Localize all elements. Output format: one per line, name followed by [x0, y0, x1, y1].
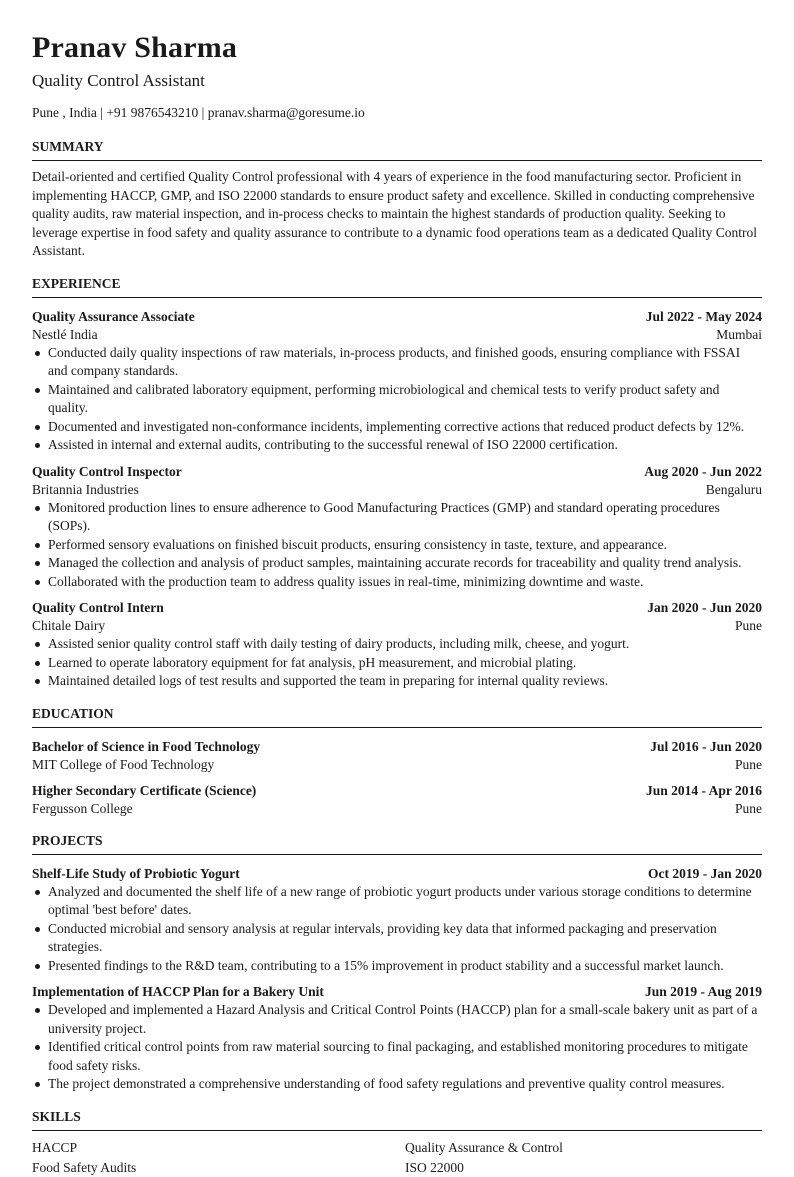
job-location: Bengaluru — [705, 481, 762, 497]
project-dates: Jun 2019 - Aug 2019 — [644, 984, 762, 999]
education-degree: Bachelor of Science in Food Technology — [32, 738, 261, 754]
bullet-item: Performed sensory evaluations on finished biscuit products, ensuring consistency in taste, texture, and appearance. — [48, 536, 762, 555]
job-header — [32, 463, 762, 481]
job-dates: Jul 2022 - May 2024 — [645, 308, 762, 324]
job-title: Quality Control Inspector — [32, 463, 182, 479]
bullet-item: Learned to operate laboratory equipment for fat analysis, pH measurement, and microbial plating. — [48, 654, 762, 673]
education-heading: EDUCATION — [32, 705, 762, 728]
education-subheader — [32, 756, 762, 774]
job-company: Nestlé India — [32, 326, 98, 342]
project-bullets — [32, 883, 762, 976]
education-entry — [32, 738, 762, 774]
summary-text: Detail-oriented and certified Quality Control professional with 4 years of experience in the food manufacturing sector. Proficient in implementing HACCP, GMP, and ISO 22000 standards to ensure product safety and excellence. Skilled in conducting comprehensive quality audits, raw material inspection, and in-process checks to maintain the highest standards of production quality. Seeking to leverage expertise in food safety and quality assurance to contribute to a dynamic food operations team as a dedicated Quality Control Assistant. — [32, 169, 758, 258]
skills-heading: SKILLS — [32, 1108, 762, 1131]
job-subheader — [32, 617, 762, 635]
job-bullets — [32, 344, 762, 455]
job-company: Britannia Industries — [32, 481, 139, 497]
skill-item: HACCP — [32, 1139, 78, 1155]
project-title: Implementation of HACCP Plan for a Bakery Unit — [32, 984, 324, 999]
job-subheader — [32, 481, 762, 499]
job-dates: Jan 2020 - Jun 2020 — [647, 600, 762, 615]
skills-grid — [32, 1139, 762, 1177]
job-header — [32, 308, 762, 326]
project-entry — [32, 865, 762, 976]
bullet-item: Maintained and calibrated laboratory equipment, performing microbiological and chemical tests to verify product safety and quality. — [48, 381, 762, 418]
education-list — [32, 738, 762, 818]
bullet-item: Documented and investigated non-conformance incidents, implementing corrective actions that reduced product defects by 12%. — [48, 418, 762, 437]
skill-item: Quality Assurance & Control — [405, 1139, 563, 1155]
education-degree: Higher Secondary Certificate (Science) — [32, 782, 257, 798]
bullet-item: Monitored production lines to ensure adherence to Good Manufacturing Practices (GMP) and standard operating procedures (SOPs). — [48, 499, 762, 536]
skill-item: Food Safety Audits — [32, 1159, 137, 1175]
contact-line: Pune , India | +91 9876543210 | pranav.sharma@goresume.io — [32, 105, 365, 120]
education-entry — [32, 782, 762, 818]
bullet-item: Conducted microbial and sensory analysis at regular intervals, providing key data that informed packaging and preservation strategies. — [48, 920, 762, 957]
education-header — [32, 738, 762, 756]
job-title: Quality Control Intern — [32, 600, 164, 615]
education-location: Pune — [735, 800, 762, 816]
job-entry — [32, 308, 762, 455]
job-header — [32, 599, 762, 617]
education-header — [32, 782, 762, 800]
skill-item: ISO 22000 — [405, 1159, 464, 1175]
project-title: Shelf-Life Study of Probiotic Yogurt — [32, 865, 240, 881]
bullet-item: Collaborated with the production team to address quality issues in real-time, minimizing downtime and waste. — [48, 573, 762, 592]
summary-heading: SUMMARY — [32, 138, 762, 161]
bullet-item: Identified critical control points from raw material sourcing to final packaging, and established monitoring procedures to mitigate food safety risks. — [48, 1038, 762, 1075]
bullet-item: Presented findings to the R&D team, contributing to a 15% improvement in product stability and a successful market launch. — [48, 957, 762, 976]
experience-list — [32, 308, 762, 691]
job-entry — [32, 599, 762, 691]
education-dates: Jul 2016 - Jun 2020 — [650, 738, 762, 754]
job-bullets — [32, 635, 762, 691]
education-location: Pune — [735, 756, 762, 772]
bullet-item: Managed the collection and analysis of product samples, maintaining accurate records for traceability and quality trend analysis. — [48, 554, 762, 573]
education-subheader — [32, 800, 762, 818]
bullet-item: Maintained detailed logs of test results and supported the team in preparing for internal quality reviews. — [48, 672, 762, 691]
job-title: Quality Assurance Associate — [32, 308, 195, 324]
project-entry — [32, 983, 762, 1094]
job-location: Mumbai — [716, 326, 762, 342]
job-location: Pune — [735, 618, 762, 633]
experience-heading: EXPERIENCE — [32, 275, 762, 298]
bullet-item: The project demonstrated a comprehensive understanding of food safety regulations and preventive quality control measures. — [48, 1075, 762, 1094]
bullet-item: Conducted daily quality inspections of raw materials, in-process products, and finished goods, ensuring compliance with FSSAI and company standards. — [48, 344, 762, 381]
job-subheader — [32, 326, 762, 344]
education-school: Fergusson College — [32, 800, 133, 816]
education-school: MIT College of Food Technology — [32, 756, 215, 772]
job-entry — [32, 463, 762, 592]
candidate-title: Quality Control Assistant — [32, 71, 205, 90]
project-header — [32, 865, 762, 883]
job-bullets — [32, 499, 762, 592]
project-dates: Oct 2019 - Jan 2020 — [648, 865, 762, 881]
job-dates: Aug 2020 - Jun 2022 — [644, 463, 762, 479]
education-dates: Jun 2014 - Apr 2016 — [645, 782, 762, 798]
bullet-item: Assisted senior quality control staff with daily testing of dairy products, including milk, cheese, and yogurt. — [48, 635, 762, 654]
bullet-item: Developed and implemented a Hazard Analysis and Critical Control Points (HACCP) plan for a small-scale bakery unit as part of a university project. — [48, 1001, 762, 1038]
job-company: Chitale Dairy — [32, 618, 106, 633]
project-bullets — [32, 1001, 762, 1094]
candidate-name: Pranav Sharma — [32, 31, 238, 64]
project-header — [32, 983, 762, 1001]
bullet-item: Analyzed and documented the shelf life of a new range of probiotic yogurt products under various storage conditions to determine optimal 'best before' dates. — [48, 883, 762, 920]
projects-heading: PROJECTS — [32, 832, 762, 855]
projects-list — [32, 865, 762, 1094]
bullet-item: Assisted in internal and external audits, contributing to the successful renewal of ISO 22000 certification. — [48, 436, 762, 455]
